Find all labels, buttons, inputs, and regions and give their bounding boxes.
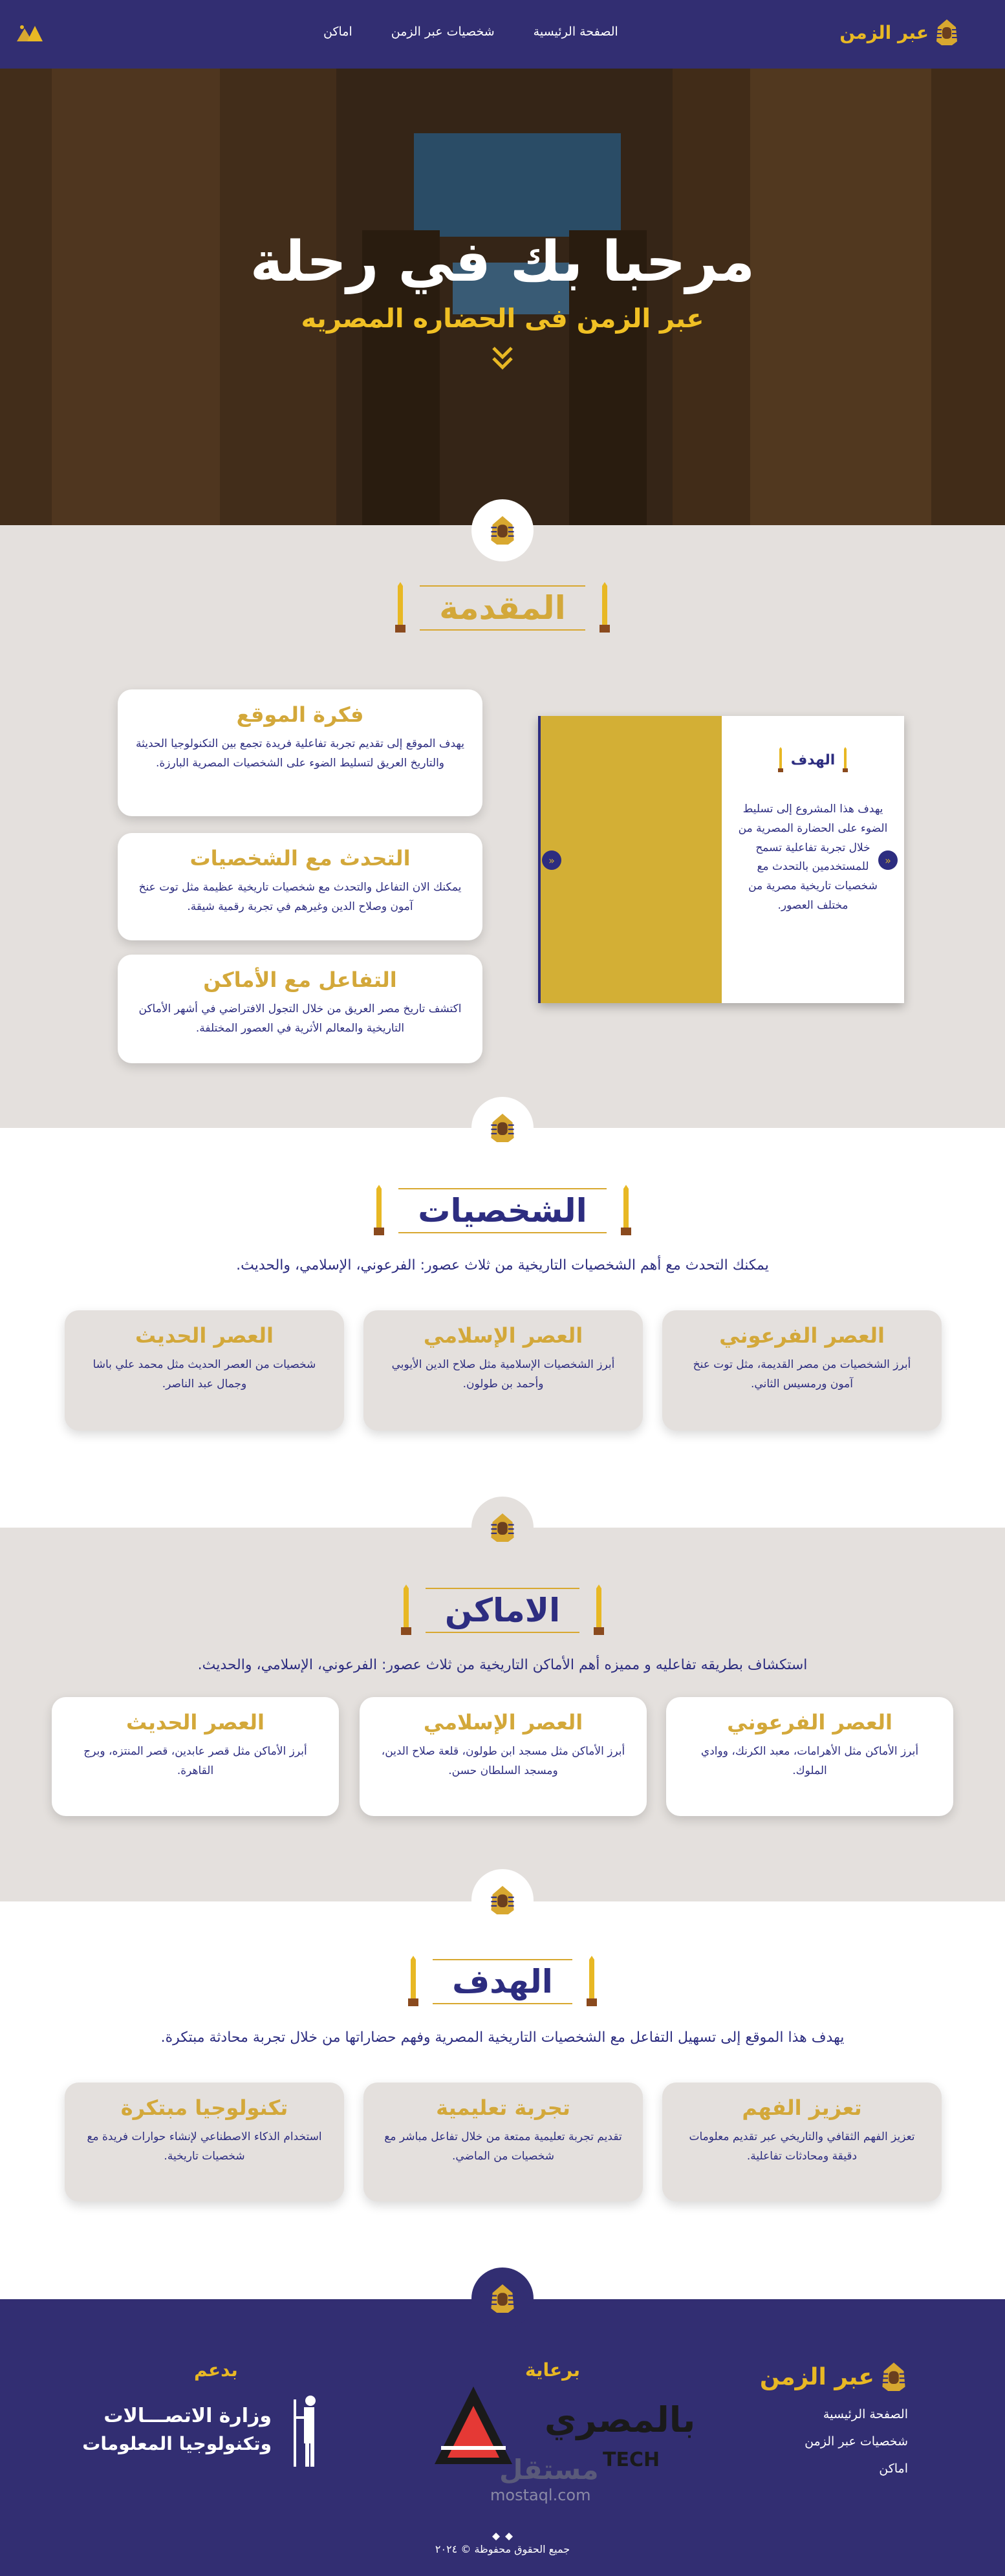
obelisk-icon — [841, 747, 849, 773]
obelisk-icon — [591, 1585, 607, 1636]
places-title-wrap — [0, 1585, 1005, 1636]
footer-brand[interactable] — [760, 2361, 908, 2393]
era-card[interactable] — [360, 1697, 647, 1816]
book-title: الهدف — [790, 752, 836, 768]
card-text: أبرز الأماكن مثل الأهرامات، معبد الكرنك، ووادي الملوك. — [700, 1745, 919, 1777]
era-card[interactable] — [52, 1697, 339, 1816]
intro-card — [118, 689, 482, 816]
double-chevron-right-icon: « — [885, 854, 891, 867]
main-nav — [323, 25, 618, 39]
nav-places[interactable]: اماكن — [323, 25, 352, 39]
card-title: التحدث مع الشخصيات — [189, 846, 411, 871]
watermark: mostaql.com — [490, 2486, 591, 2504]
footer-brand-name: عبر الزمن — [759, 2363, 874, 2390]
nav-characters[interactable]: شخصيات عبر الزمن — [391, 25, 495, 39]
hero-section — [0, 69, 1005, 525]
card-title: العصر الفرعوني — [727, 1710, 892, 1735]
card-text: أبرز الشخصيات الإسلامية مثل صلاح الدين الأيوبي وأحمد بن طولون. — [391, 1358, 615, 1391]
obelisk-icon — [398, 1585, 414, 1636]
card-title: العصر الفرعوني — [719, 1323, 885, 1348]
top-navbar — [0, 0, 1005, 69]
section-badge — [471, 2268, 534, 2330]
pharaoh-icon — [488, 2282, 517, 2315]
sponsor-logo-text: بالمصري — [545, 2399, 696, 2440]
section-badge — [471, 499, 534, 561]
sponsor-logo-sub: TECH — [603, 2449, 660, 2471]
pharaoh-icon — [488, 1112, 517, 1144]
ministry-line-2: وتكنولوجيا المعلومات — [82, 2433, 272, 2454]
era-card[interactable] — [65, 1310, 344, 1431]
section-badge — [471, 1497, 534, 1559]
card-title: التفاعل مع الأماكن — [203, 968, 397, 992]
flip-book — [538, 716, 904, 1003]
card-text: اكتشف تاريخ مصر العريق من خلال التجول الافتراضي في أشهر الأماكن التاريخية والمعالم الأثرية في العصور المختلفة. — [138, 1002, 462, 1035]
brand-logo[interactable] — [839, 18, 960, 47]
characters-desc: يمكنك التحدث مع أهم الشخصيات التاريخية من ثلاث عصور: الفرعوني، الإسلامي، والحديث. — [236, 1257, 769, 1273]
diamond-divider-icon — [490, 2531, 515, 2542]
era-card[interactable] — [662, 1310, 942, 1431]
watermark-arabic: مستقل — [499, 2454, 599, 2485]
goal-title-wrap — [0, 1956, 1005, 2008]
nav-home[interactable]: الصفحة الرئيسية — [533, 25, 618, 39]
prev-page-button[interactable] — [542, 850, 561, 870]
obelisk-icon — [371, 1185, 387, 1237]
hero-title: مرحبا بك في رحلة — [250, 230, 755, 294]
era-card[interactable] — [666, 1697, 953, 1816]
sponsor-title: برعاية — [525, 2359, 581, 2381]
temple-columns-image — [0, 69, 1005, 525]
goal-desc: يهدف هذا الموقع إلى تسهيل التفاعل مع الشخصيات التاريخية المصرية وفهم حضاراتها من خلال تجربة محادثة مبتكرة. — [160, 2029, 845, 2046]
intro-title: المقدمة — [420, 585, 585, 631]
footer-link-home[interactable]: الصفحة الرئيسية — [823, 2407, 908, 2421]
card-title: العصر الحديث — [125, 1710, 265, 1735]
card-title: العصر الحديث — [135, 1323, 274, 1348]
pharaoh-icon — [880, 2361, 908, 2393]
footer-link-places[interactable]: اماكن — [879, 2462, 908, 2476]
card-title: تكنولوجيا مبتكرة — [120, 2095, 288, 2120]
card-text: أبرز الأماكن مثل قصر عابدين، قصر المنتزه، وبرج القاهرة. — [83, 1745, 307, 1777]
obelisk-icon — [393, 582, 408, 634]
goal-card — [662, 2083, 942, 2202]
places-title: الاماكن — [426, 1588, 579, 1633]
card-title: العصر الإسلامي — [423, 1323, 583, 1348]
obelisk-icon — [584, 1956, 600, 2008]
pharaoh-icon — [488, 514, 517, 547]
card-title: تعزيز الفهم — [742, 2095, 862, 2120]
goal-card — [363, 2083, 643, 2202]
section-badge — [471, 1869, 534, 1931]
era-card[interactable] — [363, 1310, 643, 1431]
card-text: شخصيات من العصر الحديث مثل محمد علي باشا وجمال عبد الناصر. — [92, 1358, 316, 1391]
ministry-emblem-icon — [287, 2393, 326, 2471]
ministry-line-1: وزارة الاتصـــالات — [103, 2405, 272, 2427]
book-text: يهدف هذا المشروع إلى تسليط الضوء على الحضارة المصرية من خلال تجربة تفاعلية تسمح للمستخدمين بالتحدث مع شخصيات تاريخية مصرية من مختلف العصور. — [738, 803, 888, 912]
card-title: فكرة الموقع — [236, 702, 364, 727]
places-desc: استكشاف بطريقه تفاعليه و مميزه أهم الأماكن التاريخية من ثلاث عصور: الفرعوني، الإسلامي، والحديث. — [197, 1657, 808, 1673]
pharaoh-icon — [488, 1884, 517, 1916]
chevron-down-icon[interactable] — [491, 345, 514, 371]
book-page — [722, 716, 904, 1003]
section-badge — [471, 1097, 534, 1159]
hero-subtitle: عبر الزمن فى الحضاره المصريه — [301, 304, 704, 334]
goal-card — [65, 2083, 344, 2202]
goal-title: الهدف — [433, 1959, 572, 2004]
card-text: أبرز الشخصيات من مصر القديمة، مثل توت عنخ آمون ورمسيس الثاني. — [693, 1358, 911, 1391]
obelisk-icon — [597, 582, 612, 634]
pyramids-icon[interactable] — [16, 23, 44, 43]
intro-card — [118, 833, 482, 940]
book-title-wrap — [722, 747, 904, 773]
characters-title-wrap — [0, 1185, 1005, 1237]
sponsor-logo[interactable] — [435, 2387, 696, 2504]
ministry-logo[interactable] — [82, 2393, 326, 2471]
characters-title: الشخصيات — [398, 1188, 607, 1233]
card-text: أبرز الأماكن مثل مسجد ابن طولون، قلعة صلاح الدين، ومسجد السلطان حسن. — [381, 1745, 625, 1777]
obelisk-icon — [405, 1956, 421, 2008]
card-title: تجربة تعليمية — [436, 2095, 570, 2120]
card-text: يمكنك الان التفاعل والتحدث مع شخصيات تاريخية عظيمة مثل توت عنخ آمون وصلاح الدين وغيرهم في تجربة رقمية شيقة. — [138, 881, 462, 913]
obelisk-icon — [777, 747, 784, 773]
book-cover — [538, 716, 722, 1003]
support-title: بدعم — [194, 2359, 238, 2381]
footer-link-characters[interactable]: شخصيات عبر الزمن — [805, 2434, 908, 2449]
card-text: يهدف الموقع إلى تقديم تجربة تفاعلية فريدة تجمع بين التكنولوجيا الحديثة والتاريخ العريق لتسليط الضوء على الشخصيات المصرية البارزة. — [135, 737, 464, 770]
pharaoh-icon — [934, 18, 960, 47]
card-text: تقديم تجربة تعليمية ممتعة من خلال تفاعل مباشر مع شخصيات من الماضي. — [384, 2130, 622, 2163]
intro-card — [118, 955, 482, 1063]
brand-name: عبر الزمن — [839, 21, 929, 43]
double-chevron-left-icon: « — [548, 854, 555, 867]
card-text: استخدام الذكاء الاصطناعي لإنشاء حوارات فريدة مع شخصيات تاريخية. — [87, 2130, 322, 2163]
card-title: العصر الإسلامي — [423, 1710, 583, 1735]
copyright: جميع الحقوق محفوظة © ٢٠٢٤ — [435, 2543, 570, 2555]
next-page-button[interactable] — [878, 850, 898, 870]
card-text: تعزيز الفهم الثقافي والتاريخي عبر تقديم معلومات دقيقة ومحادثات تفاعلية. — [689, 2130, 915, 2163]
intro-title-wrap — [0, 582, 1005, 634]
pharaoh-icon — [488, 1511, 517, 1544]
obelisk-icon — [618, 1185, 634, 1237]
